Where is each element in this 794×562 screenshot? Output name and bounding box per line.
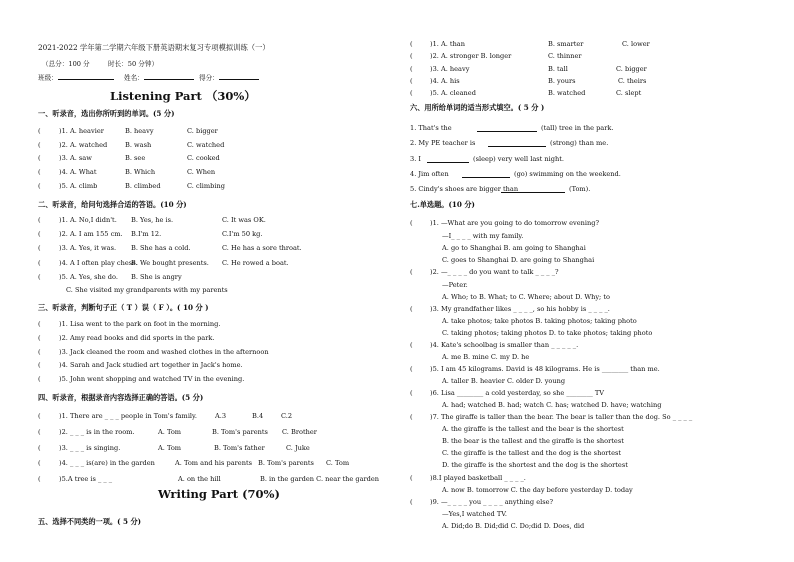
- time-limit: 时长：50 分钟）: [108, 60, 159, 68]
- answer-bracket[interactable]: (: [38, 127, 41, 135]
- name-label: 姓名：: [124, 74, 144, 82]
- answer-bracket[interactable]: (: [38, 181, 41, 190]
- question-option-b: B.4: [252, 412, 264, 420]
- question-text: )8.I played basketball _ _ _ _.: [430, 474, 526, 482]
- question-option-b: B. Tom's parents: [258, 459, 314, 468]
- question-option-a: )1. A. No,I didn't.: [59, 216, 117, 224]
- class-field[interactable]: [38, 74, 114, 82]
- section-6-title: 六、用所给单词的适当形式填空。( 5 分 ): [410, 103, 545, 112]
- answer-bracket[interactable]: (: [38, 361, 41, 370]
- answer-bracket[interactable]: (: [38, 475, 41, 484]
- question-option-a: A. Tom: [158, 427, 182, 436]
- question-option-c: C. bigger: [187, 127, 218, 135]
- answer-bracket[interactable]: (: [38, 333, 41, 342]
- statement-text: )3. Jack cleaned the room and washed clothes in the afternoon: [59, 347, 269, 356]
- question-option-c: C. watched: [187, 140, 225, 149]
- question-options-bc: B. in the garden C. near the garden: [260, 475, 380, 484]
- answer-options: A. me B. mine C. my D. he: [442, 353, 530, 361]
- total-score: （总分：100 分: [42, 60, 90, 68]
- question-option-a: )1. A. than: [430, 40, 465, 48]
- question-text: )4. Kate's schoolbag is smaller than _ _ _ _ _.: [430, 341, 579, 349]
- question-option-c: C. Brother: [282, 427, 317, 436]
- question-option-b: B. climbed: [125, 181, 161, 190]
- question-option-c: C. Tom: [326, 459, 350, 468]
- question-text: )4. _ _ _ is(are) in the garden: [59, 459, 155, 468]
- name-field[interactable]: [124, 74, 194, 82]
- question-option-c: C. thinner: [548, 52, 582, 61]
- statement-text: )4. Sarah and Jack studied art together in Jack's home.: [59, 361, 243, 370]
- section-2-title: 二、听录音，给问句选择合适的答语。(10 分): [38, 200, 187, 209]
- question-option-a: )2. A. watched: [59, 140, 108, 149]
- question-text: )7. The giraffe is taller than the bear. The bear is taller than the dog. So _ _ _ _: [430, 413, 693, 421]
- fill-in-hint: (sleep) very well last night.: [473, 154, 564, 163]
- answer-bracket[interactable]: (: [410, 64, 413, 73]
- answer-bracket[interactable]: (: [38, 244, 41, 253]
- answer-options: A. the giraffe is the tallest and the bear is the shortest: [442, 425, 624, 433]
- question-option-a: )5. A. climb: [59, 181, 98, 190]
- answer-options: —Yes,I watched TV.: [442, 510, 507, 518]
- answer-bracket[interactable]: (: [38, 230, 41, 239]
- answer-bracket[interactable]: (: [410, 498, 413, 506]
- score-blank[interactable]: [219, 79, 259, 80]
- question-option-c: C. slept: [616, 89, 642, 98]
- section-5-title: 五、选择不同类的一项。( 5 分): [38, 517, 142, 526]
- fill-in-blank[interactable]: [427, 155, 469, 163]
- answer-bracket[interactable]: (: [38, 258, 41, 267]
- question-option-a: )2. A. stronger B. longer: [430, 52, 512, 61]
- question-option-c: C. When: [187, 168, 216, 177]
- question-text: )3. My grandfather likes _ _ _ _, so his hobby is _ _ _ _.: [430, 305, 610, 313]
- question-option-b: B. She is angry: [131, 272, 182, 281]
- answer-bracket[interactable]: (: [38, 375, 41, 384]
- question-option-c: C. Juke: [286, 443, 310, 452]
- answer-bracket[interactable]: (: [410, 40, 413, 48]
- answer-options: A. Who; to B. What; to C. Where; about D. Why; to: [442, 293, 610, 301]
- question-option-c: C.2: [281, 412, 293, 420]
- question-option-a: )2. A. I am 155 cm.: [59, 230, 123, 239]
- question-option-a: )4. A. What: [59, 168, 97, 177]
- question-text: )2. _ _ _ is in the room.: [59, 427, 135, 436]
- fill-in-prompt: 3. I: [410, 154, 421, 163]
- answer-bracket[interactable]: (: [410, 341, 413, 349]
- answer-bracket[interactable]: (: [38, 216, 41, 224]
- fill-in-hint: (tall) tree in the park.: [541, 124, 614, 132]
- question-text: )5.A tree is _ _ _: [59, 475, 113, 484]
- answer-bracket[interactable]: (: [410, 268, 413, 276]
- question-text: )5. I am 45 kilograms. David is 48 kilograms. He is ________ than me.: [430, 365, 660, 373]
- class-blank[interactable]: [58, 79, 114, 80]
- answer-options: C. goes to Shanghai D. are going to Shanghai: [442, 256, 595, 264]
- question-text: )2. —_ _ _ _ do you want to talk _ _ _ _?: [430, 268, 559, 276]
- name-blank[interactable]: [144, 79, 194, 80]
- question-option-b: B. Yes, he is.: [131, 216, 174, 224]
- answer-bracket[interactable]: (: [410, 52, 413, 61]
- question-option-a: )3. A. saw: [59, 154, 92, 163]
- question-option-b: B. We bought presents.: [131, 258, 209, 267]
- section-4-title: 四、听录音，根据录音内容选择正确的答语。(5 分): [38, 393, 204, 402]
- answer-options: B. the bear is the tallest and the giraffe is the shortest: [442, 437, 624, 445]
- question-option-a: )3. A. heavy: [430, 64, 470, 73]
- answer-bracket[interactable]: (: [410, 219, 413, 227]
- answer-bracket[interactable]: (: [38, 320, 41, 328]
- answer-options: A. now B. tomorrow C. the day before yesterday D. today: [442, 486, 633, 494]
- fill-in-blank[interactable]: [462, 170, 510, 178]
- question-option-c: C. climbing: [187, 181, 225, 190]
- question-option-c: C. lower: [622, 40, 650, 48]
- question-option-b: B. Tom's parents: [212, 427, 268, 436]
- question-option-a: )5. A. Yes, she do.: [59, 272, 118, 281]
- section-1-title: 一、听录音，选出你所听到的单词。(5 分): [38, 109, 175, 118]
- answer-bracket[interactable]: (: [38, 412, 41, 420]
- question-option-a: )5. A. cleaned: [430, 89, 476, 98]
- statement-text: )1. Lisa went to the park on foot in the morning.: [59, 320, 221, 328]
- fill-in-prompt: 1. That's the: [410, 124, 452, 132]
- question-option-b: B. tall: [548, 64, 568, 73]
- question-option-a: )4. A. his: [430, 76, 460, 85]
- question-option-c: C. It was OK.: [222, 216, 266, 224]
- question-option-c: C. bigger: [616, 64, 647, 73]
- answer-bracket[interactable]: (: [410, 389, 413, 397]
- answer-options: —I_ _ _ _ with my family.: [442, 232, 524, 240]
- question-option-b: B. Tom's father: [214, 443, 265, 452]
- fill-in-hint: (Tom).: [569, 185, 591, 194]
- question-option-c: C.I'm 50 kg.: [222, 230, 263, 239]
- question-text: )3. _ _ _ is singing.: [59, 443, 121, 452]
- score-label: 得分：: [199, 74, 219, 82]
- answer-options: A. taller B. heavier C. older D. young: [442, 377, 566, 385]
- answer-bracket[interactable]: (: [38, 347, 41, 356]
- question-option-b: B. Which: [125, 168, 156, 177]
- fill-in-blank[interactable]: [488, 139, 546, 147]
- statement-text: )2. Amy read books and did sports in the park.: [59, 333, 215, 342]
- section-7-title: 七.单选题。(10 分): [410, 200, 475, 209]
- answer-bracket[interactable]: (: [38, 459, 41, 468]
- writing-part-title: Writing Part (70%): [158, 487, 280, 501]
- answer-options: —Peter.: [442, 281, 468, 289]
- fill-in-blank[interactable]: [501, 185, 565, 193]
- class-label: 班级：: [38, 74, 58, 82]
- question-option-b: B.I'm 12.: [131, 230, 162, 239]
- answer-bracket[interactable]: (: [410, 305, 413, 313]
- question-option-a: )4. A I often play chess.: [59, 258, 138, 267]
- question-option-a: )1. A. heavier: [59, 127, 104, 135]
- statement-text: )5. John went shopping and watched TV in the evening.: [59, 375, 245, 384]
- answer-bracket[interactable]: (: [38, 140, 41, 149]
- page-title: 2021-2022 学年第二学期六年级下册英语期末复习专项模拟训练（一）: [38, 43, 270, 52]
- question-option-a: A. Tom and his parents: [175, 459, 252, 468]
- answer-bracket[interactable]: (: [38, 168, 41, 177]
- answer-bracket[interactable]: (: [410, 365, 413, 373]
- question-option-c: C. theirs: [618, 76, 647, 85]
- answer-options: A. Did;do B. Did;did C. Do;did D. Does, did: [442, 522, 585, 530]
- question-option-b: B. watched: [548, 89, 586, 98]
- question-option-c: C. He has a sore throat.: [222, 244, 302, 253]
- question-text: )9. —_ _ _ _ you _ _ _ _ anything else?: [430, 498, 554, 506]
- question-option-a: A.3: [215, 412, 227, 420]
- fill-in-hint: (strong) than me.: [550, 139, 609, 148]
- fill-in-hint: (go) swimming on the weekend.: [514, 169, 621, 178]
- question-option-b: B. see: [125, 154, 146, 163]
- answer-bracket[interactable]: (: [38, 443, 41, 452]
- answer-options: A. go to Shanghai B. am going to Shanghai: [442, 244, 586, 252]
- question-option-c: C. He rowed a boat.: [222, 258, 289, 267]
- question-option-b: B. smarter: [548, 40, 584, 48]
- answer-options: A. had; watched B. had; watch C. has; watched D. have; watching: [442, 401, 662, 409]
- answer-options: C. the giraffe is the tallest and the dog is the shortest: [442, 449, 622, 457]
- question-option-b: B. She has a cold.: [131, 244, 191, 253]
- question-text: )1. —What are you going to do tomorrow evening?: [430, 219, 599, 227]
- section-2-extra-option: C. She visited my grandparents with my parents: [66, 286, 228, 294]
- fill-in-prompt: 4. Jim often: [410, 169, 449, 178]
- question-text: )6. Lisa ________ a cold yesterday, so she ________ TV: [430, 389, 605, 397]
- answer-bracket[interactable]: (: [38, 272, 41, 281]
- answer-bracket[interactable]: (: [38, 427, 41, 436]
- question-option-a: A. Tom: [158, 443, 182, 452]
- answer-bracket[interactable]: (: [38, 154, 41, 163]
- answer-bracket[interactable]: (: [410, 413, 413, 421]
- question-option-b: B. yours: [548, 76, 576, 85]
- answer-bracket[interactable]: (: [410, 89, 413, 98]
- question-option-b: B. heavy: [125, 127, 154, 135]
- question-option-a: A. on the hill: [178, 475, 221, 484]
- question-text: )1. There are _ _ _ people in Tom's family.: [59, 412, 197, 420]
- answer-bracket[interactable]: (: [410, 474, 413, 482]
- section-3-title: 三、听录音，判断句子正（ T ）误（ F ）。( 10 分 ): [38, 303, 209, 312]
- answer-options: C. taking photos; taking photos D. to take photos; taking photo: [442, 329, 653, 337]
- answer-options: A. take photos; take photos B. taking photos; taking photo: [442, 317, 637, 325]
- answer-options: D. the giraffe is the shortest and the dog is the shortest: [442, 461, 628, 469]
- listening-part-title: Listening Part （30%）: [110, 89, 256, 103]
- answer-bracket[interactable]: (: [410, 76, 413, 85]
- question-option-c: C. cooked: [187, 154, 220, 163]
- fill-in-blank[interactable]: [477, 124, 537, 132]
- question-option-a: )3. A. Yes, it was.: [59, 244, 117, 253]
- fill-in-prompt: 5. Cindy's shoes are bigger than: [410, 185, 519, 194]
- fill-in-prompt: 2. My PE teacher is: [410, 139, 476, 148]
- question-option-b: B. wash: [125, 140, 152, 149]
- score-field[interactable]: [199, 74, 259, 82]
